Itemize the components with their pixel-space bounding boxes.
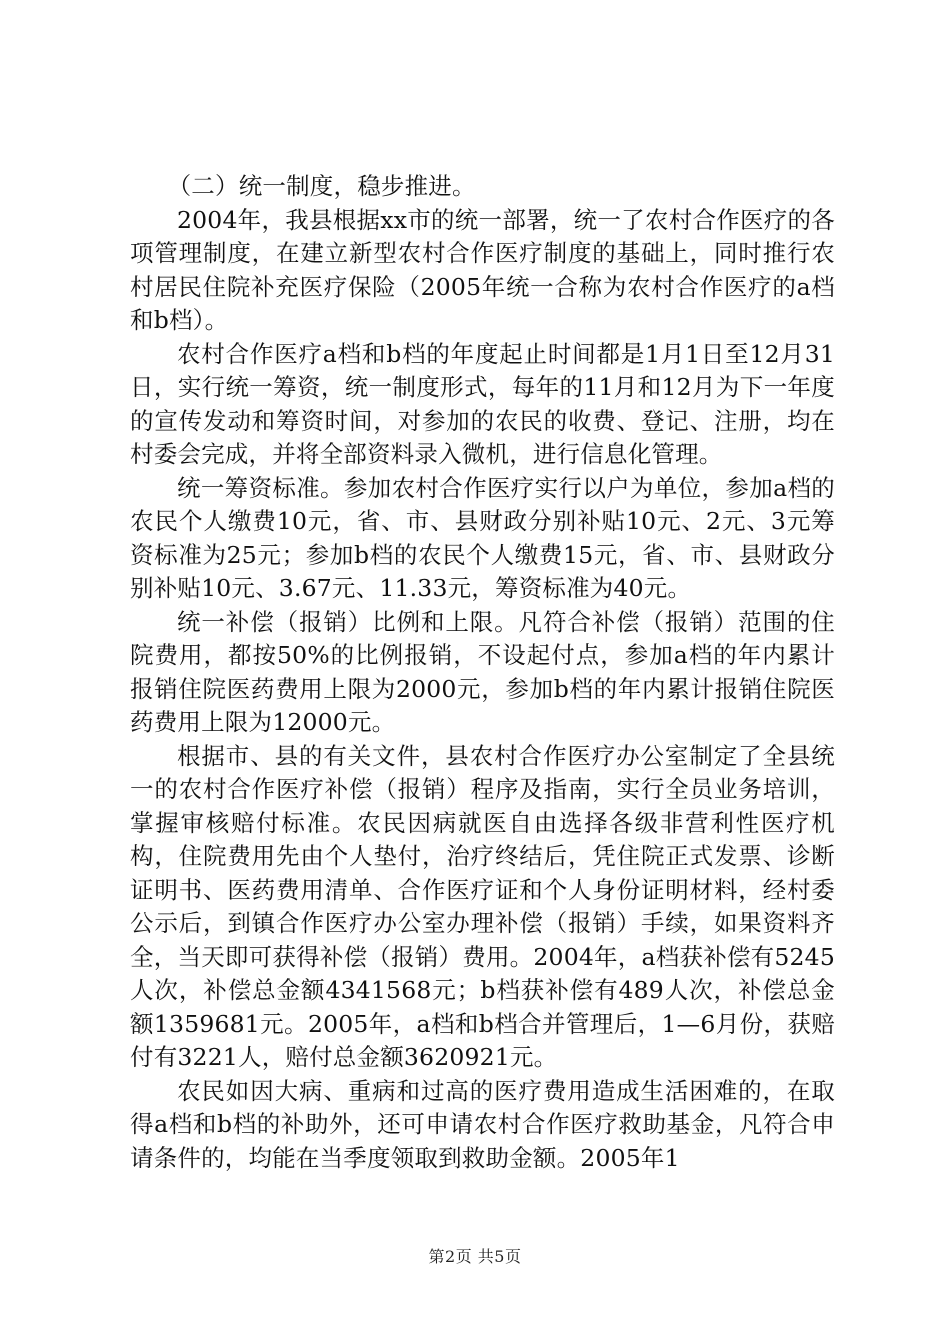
document-body — [130, 170, 835, 1175]
paragraph: 统一补偿（报销）比例和上限。凡符合补偿（报销）范围的住院费用，都按50%的比例报销，不设起付点，参加a档的年内累计报销住院医药费用上限为2000元，参加b档的年内累计报销住院医药费用上限为12000元。 — [130, 607, 835, 736]
section-heading: （二）统一制度，稳步推进。 — [167, 172, 476, 200]
paragraph: 农村合作医疗a档和b档的年度起止时间都是1月1日至12月31日，实行统一筹资，统一制度形式，每年的11月和12月为下一年度的宣传发动和筹资时间，对参加的农民的收费、登记、注册，均在村委会完成，并将全部资料录入微机，进行信息化管理。 — [130, 339, 835, 468]
paragraph: 农民如因大病、重病和过高的医疗费用造成生活困难的，在取得a档和b档的补助外，还可申请农村合作医疗救助基金，凡符合申请条件的，均能在当季度领取到救助金额。2005年1 — [130, 1076, 835, 1172]
page-number-footer: 第2页 共5页 — [428, 1247, 522, 1266]
paragraph: 统一筹资标准。参加农村合作医疗实行以户为单位，参加a档的农民个人缴费10元，省、市、县财政分别补贴10元、2元、3元筹资标准为25元；参加b档的农民个人缴费15元，省、市、县财政分别补贴10元、3.67元、11.33元，筹资标准为40元。 — [130, 473, 835, 602]
paragraph: 2004年，我县根据xx市的统一部署，统一了农村合作医疗的各项管理制度，在建立新型农村合作医疗制度的基础上，同时推行农村居民住院补充医疗保险（2005年统一合称为农村合作医疗的a档和b档）。 — [130, 205, 835, 334]
paragraph: 根据市、县的有关文件，县农村合作医疗办公室制定了全县统一的农村合作医疗补偿（报销）程序及指南，实行全员业务培训，掌握审核赔付标准。农民因病就医自由选择各级非营利性医疗机构，住院费用先由个人垫付，治疗终结后，凭住院正式发票、诊断证明书、医药费用清单、合作医疗证和个人身份证明材料，经村委公示后，到镇合作医疗办公室办理补偿（报销）手续，如果资料齐全，当天即可获得补偿（报销）费用。2004年，a档获补偿有5245人次，补偿总金额4341568元；b档获补偿有489人次，补偿总金额1359681元。2005年，a档和b档合并管理后，1—6月份，获赔付有3221人，赔付总金额3620921元。 — [130, 741, 835, 1071]
